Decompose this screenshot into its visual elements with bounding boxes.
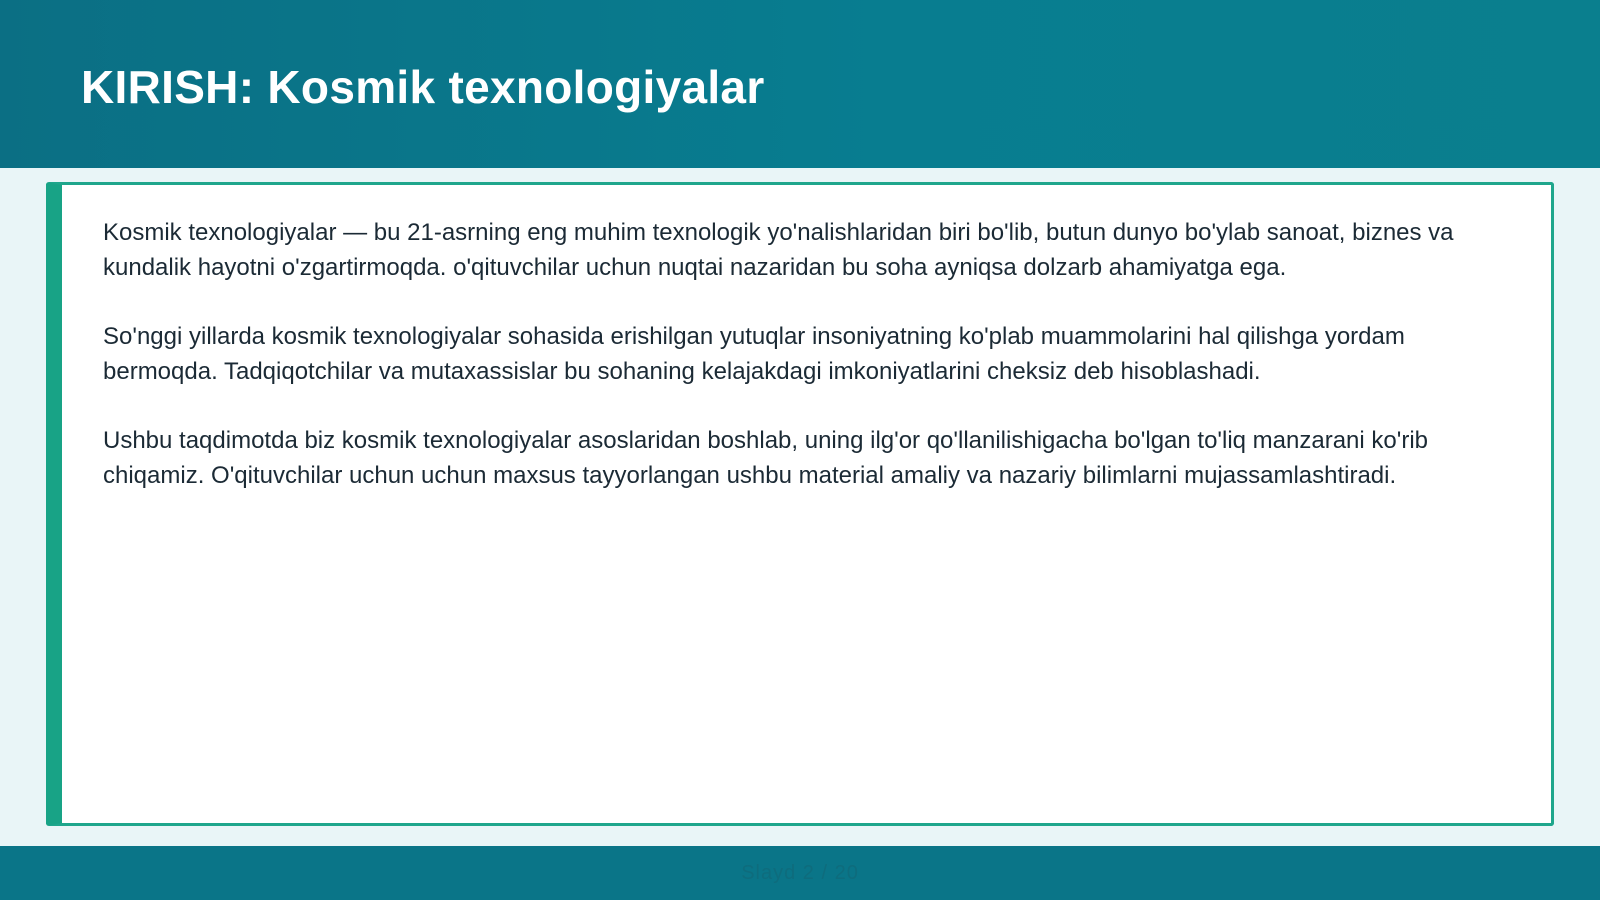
content-card [46, 182, 1554, 826]
body-text [103, 215, 1523, 527]
slide-footer [0, 846, 1600, 900]
slide-number: Slayd 2 / 20 [741, 862, 859, 884]
paragraph-3: Ushbu taqdimotda biz kosmik texnologiyalar asoslaridan boshlab, uning ilg'or qo'llanilishigacha bo'lgan to'liq manzarani ko'rib chiqamiz. O'qituvchilar uchun uchun maxsus tayyorlangan ushbu material amaliy va nazariy bilimlarni mujassamlashtiradi. [103, 427, 1429, 489]
slide-title: KIRISH: Kosmik texnologiyalar [81, 61, 765, 113]
paragraph-1: Kosmik texnologiyalar — bu 21-asrning eng muhim texnologik yo'nalishlaridan biri bo'lib, butun dunyo bo'ylab sanoat, biznes va kundalik hayotni o'zgartirmoqda. o'qituvchilar uchun nuqtai nazaridan bu soha ayniqsa dolzarb ahamiyatga ega. [103, 219, 1454, 281]
paragraph-2: So'nggi yillarda kosmik texnologiyalar sohasida erishilgan yutuqlar insoniyatning ko'plab muammolarini hal qilishga yordam bermoqda. Tadqiqotchilar va mutaxassislar bu sohaning kelajakdagi imkoniyatlarini cheksiz deb hisoblashadi. [103, 323, 1405, 385]
slide-header [0, 0, 1600, 168]
